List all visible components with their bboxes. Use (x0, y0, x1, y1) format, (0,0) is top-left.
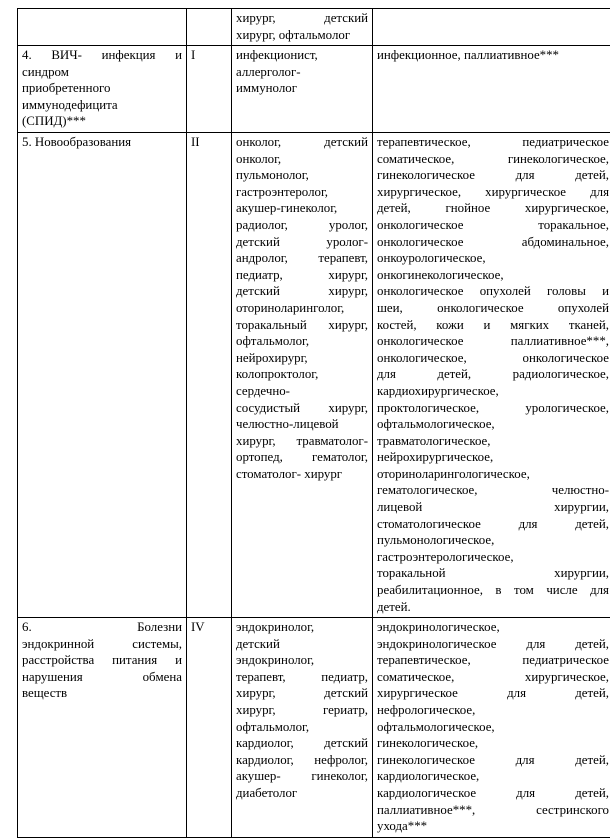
specialist-line: акушер-гинеколог, (236, 200, 368, 217)
specialist-line: ортопед, гематолог, (236, 449, 368, 466)
specialists-cell (232, 618, 373, 838)
specialist-line: челюстно-лицевой (236, 416, 368, 433)
profile-line: нефрологическое, (377, 702, 609, 719)
profile-line: травматологическое, (377, 433, 609, 450)
table-row (18, 46, 610, 133)
specialist-line: аллерголог- (236, 64, 368, 81)
profile-line: лицевой хирургии, (377, 499, 609, 516)
specialist-line: оториноларинголог, (236, 300, 368, 317)
class-cell: I (187, 46, 232, 133)
specialist-line: радиолог, уролог, (236, 217, 368, 234)
profile-line: гематологическое, челюстно- (377, 482, 609, 499)
specialist-line: хирург, детский (236, 685, 368, 702)
specialist-line: торакальный хирург, (236, 317, 368, 334)
profile-line: кардиологическое, (377, 768, 609, 785)
specialist-line: хирург, травматолог- (236, 433, 368, 450)
profile-line: онкологическое опухолей головы и (377, 283, 609, 300)
profile-line: онкологическое абдоминальное, (377, 234, 609, 251)
profile-line: стоматологическое для детей, (377, 516, 609, 533)
profile-line: оториноларингологическое, (377, 466, 609, 483)
table-row (18, 9, 610, 46)
specialist-line: детский (236, 636, 368, 653)
class-cell (187, 9, 232, 46)
profile-line: проктологическое, урологическое, (377, 400, 609, 417)
profile-line: онкогинекологическое, (377, 267, 609, 284)
profile-line: эндокринологическое, (377, 619, 609, 636)
profile-line: нейрохирургическое, (377, 449, 609, 466)
profile-line: инфекционное, паллиативное*** (377, 47, 609, 64)
profile-line: пульмонологическое, (377, 532, 609, 549)
class-cell: II (187, 133, 232, 618)
class-cell: IV (187, 618, 232, 838)
profile-line: онкоурологическое, (377, 250, 609, 267)
profile-line: кардиохирургическое, (377, 383, 609, 400)
specialists-cell (232, 133, 373, 618)
profile-line: соматическое, хирургическое, (377, 669, 609, 686)
profile-line: эндокринологическое для детей, (377, 636, 609, 653)
profile-line: детей. (377, 599, 609, 616)
disease-line: 6. Болезни (22, 619, 182, 636)
specialists-cell (232, 46, 373, 133)
specialist-line: офтальмолог, (236, 719, 368, 736)
specialist-line: кардиолог, нефролог, (236, 752, 368, 769)
specialist-line: терапевт, педиатр, (236, 669, 368, 686)
specialist-line: инфекционист, (236, 47, 368, 64)
specialist-line: нейрохирург, (236, 350, 368, 367)
specialist-line: диабетолог (236, 785, 368, 802)
disease-line: синдром (22, 64, 182, 81)
profiles-cell (373, 46, 610, 133)
profile-line: терапевтическое, педиатрическое (377, 652, 609, 669)
disease-line: 4. ВИЧ- инфекция и (22, 47, 182, 64)
specialists-cell (232, 9, 373, 46)
specialist-line: андролог, терапевт, (236, 250, 368, 267)
disease-cell (18, 46, 187, 133)
specialist-line: иммунолог (236, 80, 368, 97)
profile-line: торакальной хирургии, (377, 565, 609, 582)
profile-line: соматическое, гинекологическое, (377, 151, 609, 168)
profiles-cell (373, 133, 610, 618)
specialist-line: кардиолог, детский (236, 735, 368, 752)
disease-line: (СПИД)*** (22, 113, 182, 130)
profile-line: гинекологическое для детей, (377, 167, 609, 184)
disease-cell (18, 618, 187, 838)
specialist-line: стоматолог- хирург (236, 466, 368, 483)
disease-cell (18, 9, 187, 46)
specialist-line: хирург, гериатр, (236, 702, 368, 719)
profile-line: кардиологическое для детей, (377, 785, 609, 802)
disease-line: 5. Новообразования (22, 134, 182, 151)
profile-line: хирургическое, хирургическое для (377, 184, 609, 201)
specialist-line: акушер- гинеколог, (236, 768, 368, 785)
disease-cell (18, 133, 187, 618)
disease-line: нарушения обмена (22, 669, 182, 686)
specialist-line: педиатр, хирург, (236, 267, 368, 284)
profile-line: ухода*** (377, 818, 609, 835)
table-row (18, 133, 610, 618)
profile-line: гинекологическое для детей, (377, 752, 609, 769)
profile-line: гастроэнтерологическое, (377, 549, 609, 566)
specialist-line: онколог, (236, 151, 368, 168)
specialist-line: эндокринолог, (236, 619, 368, 636)
specialist-line: пульмонолог, (236, 167, 368, 184)
profile-line: паллиативное***, сестринского (377, 802, 609, 819)
disease-line: приобретенного (22, 80, 182, 97)
profile-line: детей, гнойное хирургическое, (377, 200, 609, 217)
profile-line: онкологическое торакальное, (377, 217, 609, 234)
profile-line: онкологическое, онкологическое (377, 350, 609, 367)
disease-line: иммунодефицита (22, 97, 182, 114)
table-row (18, 618, 610, 838)
profiles-cell (373, 9, 610, 46)
specialist-line: сердечно- (236, 383, 368, 400)
specialist-line: сосудистый хирург, (236, 400, 368, 417)
specialist-line: детский хирург, (236, 283, 368, 300)
profile-line: костей, кожи и мягких тканей, (377, 317, 609, 334)
profile-line: онкологическое паллиативное***, (377, 333, 609, 350)
profile-line: шеи, онкологическое опухолей (377, 300, 609, 317)
profile-line: офтальмологическое, (377, 719, 609, 736)
specialist-line: офтальмолог, (236, 333, 368, 350)
specialist-line: детский уролог- (236, 234, 368, 251)
specialist-line: хирург, детский (236, 10, 368, 27)
specialist-line: гастроэнтеролог, (236, 184, 368, 201)
profile-line: для детей, радиологическое, (377, 366, 609, 383)
profile-line: хирургическое для детей, (377, 685, 609, 702)
profile-line: терапевтическое, педиатрическое (377, 134, 609, 151)
profile-line: реабилитационное, в том числе для (377, 582, 609, 599)
medical-profiles-table (17, 8, 610, 838)
specialist-line: онколог, детский (236, 134, 368, 151)
profiles-cell (373, 618, 610, 838)
profile-line: гинекологическое, (377, 735, 609, 752)
specialist-line: эндокринолог, (236, 652, 368, 669)
disease-line: эндокринной системы, (22, 636, 182, 653)
profile-line: офтальмологическое, (377, 416, 609, 433)
specialist-line: колопроктолог, (236, 366, 368, 383)
disease-line: расстройства питания и (22, 652, 182, 669)
specialist-line: хирург, офтальмолог (236, 27, 368, 44)
disease-line: веществ (22, 685, 182, 702)
